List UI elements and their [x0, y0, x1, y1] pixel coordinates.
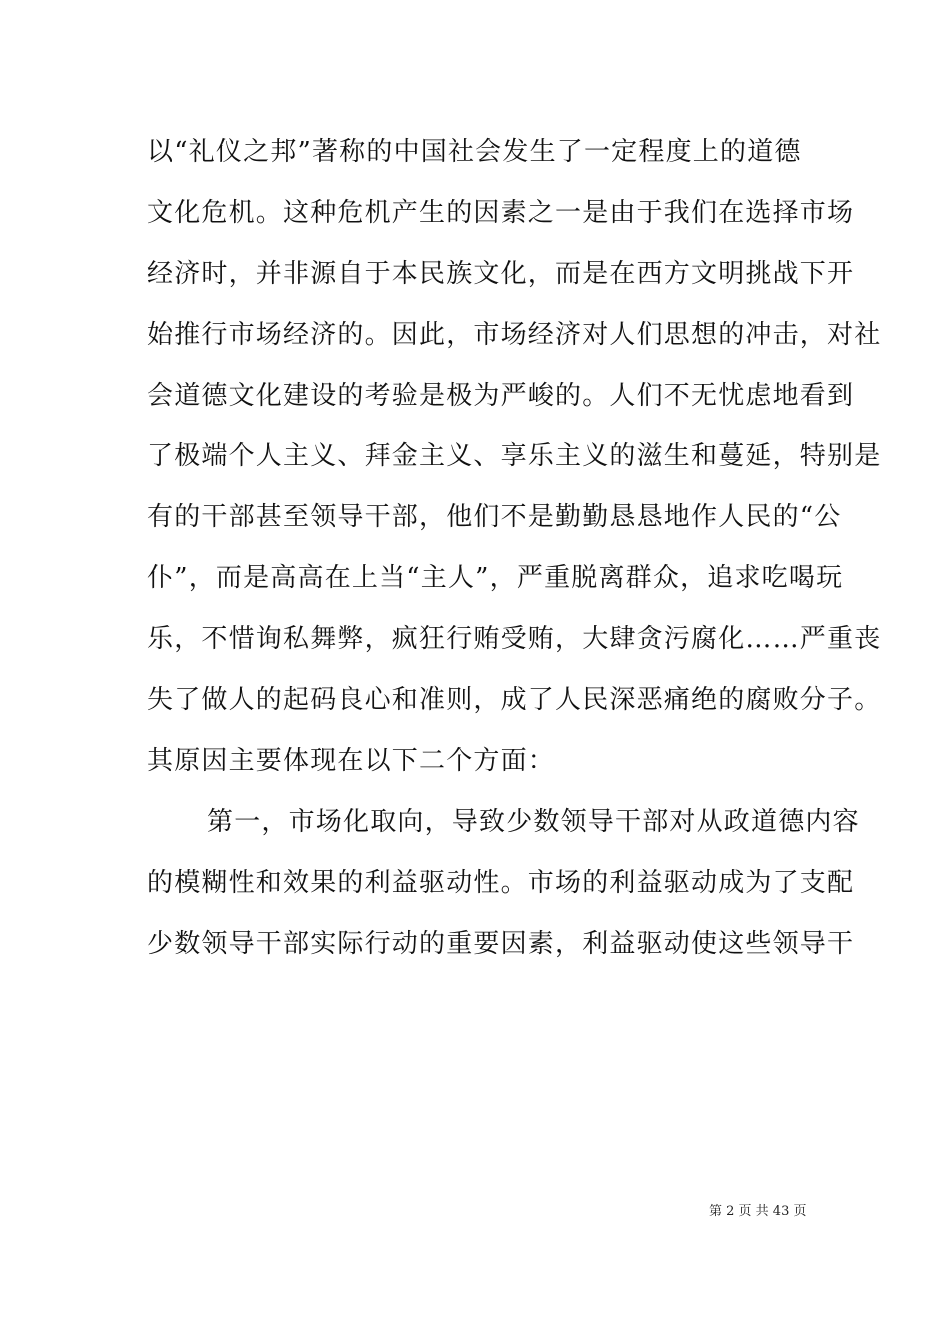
text-line: 仆”，而是高高在上当“主人”，严重脱离群众，追求吃喝玩 [147, 563, 844, 594]
body-text [147, 122, 882, 974]
text-line: 文化危机。这种危机产生的因素之一是由于我们在选择市场 [147, 197, 855, 228]
text-line: 乐，不惜询私舞弊，疯狂行贿受贿，大肆贪污腐化……严重丧 [147, 624, 882, 655]
text-line: 了极端个人主义、拜金主义、享乐主义的滋生和蔓延，特别是 [147, 441, 882, 472]
text-line: 的模糊性和效果的利益驱动性。市场的利益驱动成为了支配 [147, 867, 855, 898]
text-line: 以“礼仪之邦”著称的中国社会发生了一定程度上的道德 [147, 137, 802, 167]
text-line: 失了做人的起码良心和准则，成了人民深恶痛绝的腐败分子。 [147, 685, 882, 716]
text-line: 经济时，并非源自于本民族文化，而是在西方文明挑战下开 [147, 258, 855, 289]
text-line: 有的干部甚至领导干部，他们不是勤勤恳恳地作人民的“公 [147, 502, 842, 533]
text-line: 少数领导干部实际行动的重要因素，利益驱动使这些领导干 [147, 928, 855, 959]
page-number: 第 2 页 共 43 页 [709, 1204, 807, 1219]
text-line: 始推行市场经济的。因此，市场经济对人们思想的冲击，对社 [147, 319, 882, 350]
text-line: 其原因主要体现在以下二个方面： [147, 745, 556, 776]
text-line: 会道德文化建设的考验是极为严峻的。人们不无忧虑地看到 [147, 380, 855, 411]
paragraph-start-line: 第一，市场化取向，导致少数领导干部对从政道德内容 [207, 806, 860, 837]
